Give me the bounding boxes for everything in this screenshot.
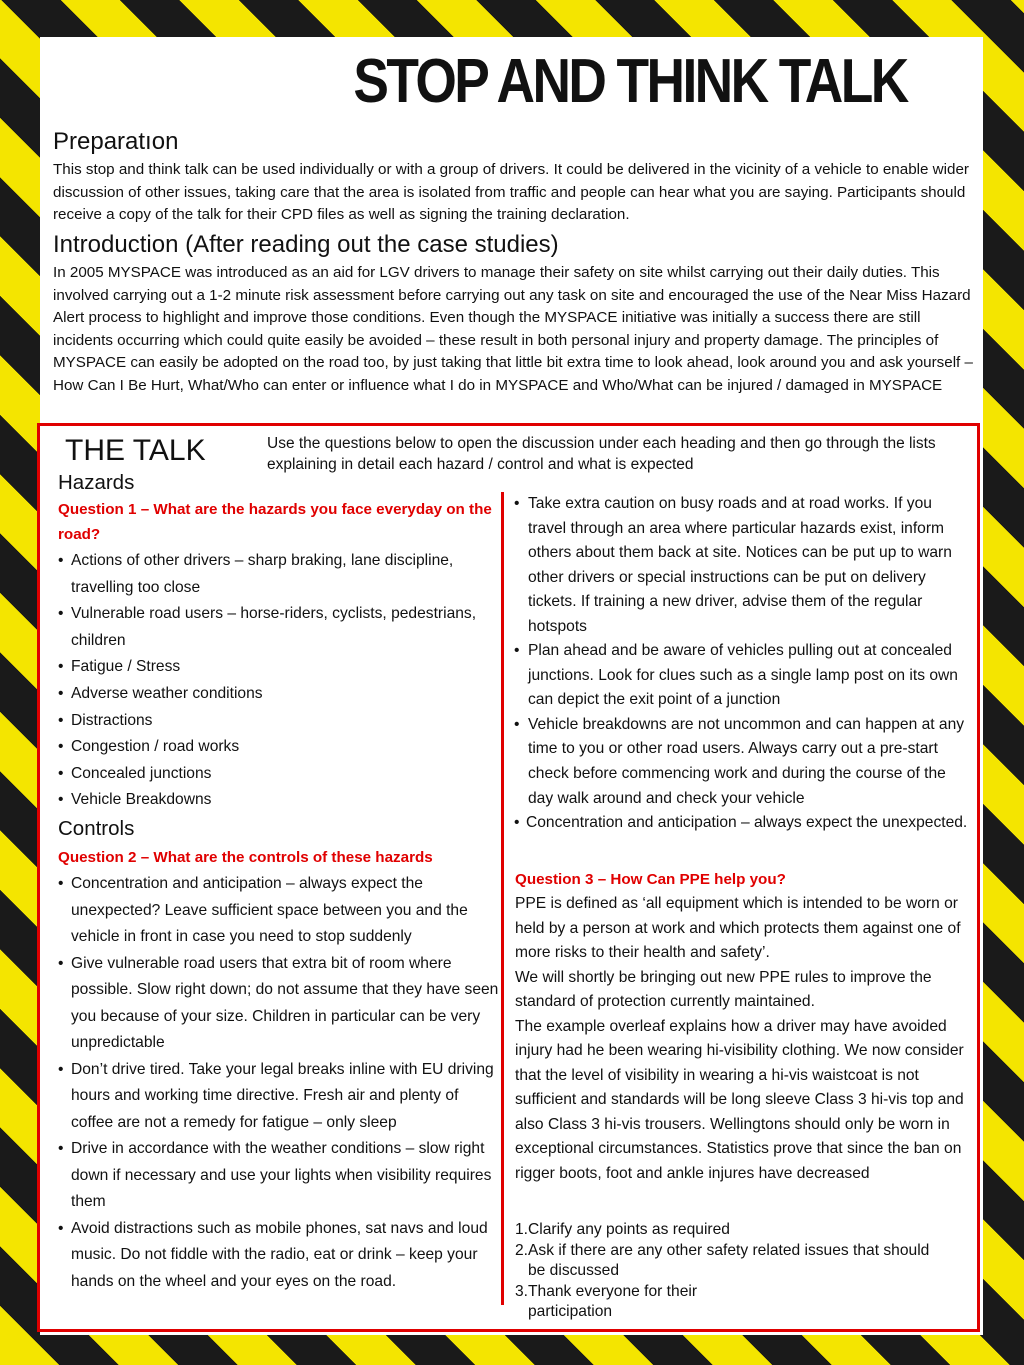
list-item: 3. Thank everyone for their participation: [515, 1282, 698, 1320]
controls-continued-list: [514, 492, 968, 836]
ppe-question: Question 3 – How Can PPE help you?: [515, 871, 786, 888]
hazards-question: Question 1 – What are the hazards you face everyday on the road?: [58, 501, 492, 543]
preparation-text: This stop and think talk can be used individually or with a group of drivers. It could be delivered in the vicinity of a vehicle to enable wider discussion of other issues, taking care that the area is isolated from traffic and people can hear what you are saying. Participants should receive a copy of the talk for their CPD files as well as signing the training declaration.: [53, 161, 969, 223]
list-item: • Vulnerable road users – horse-riders, cyclists, pedestrians, children: [58, 605, 477, 649]
introduction-heading: Introduction (After reading out the case studies): [53, 231, 559, 258]
list-item: • Plan ahead and be aware of vehicles pulling out at concealed junctions. Look for clues such as a single lamp post on its own can depict the exit point of a junction: [514, 639, 968, 713]
page-title: STOP AND THINK TALK: [353, 47, 907, 116]
list-item: • Fatigue / Stress: [58, 658, 181, 676]
column-divider: [501, 492, 504, 1305]
list-item: • Avoid distractions such as mobile phones, sat navs and loud music. Do not fiddle with the radio, eat or drink – keep your hands on the wheel and your eyes on the road.: [58, 1216, 502, 1296]
list-item: • Drive in accordance with the weather conditions – slow right down if necessary and use your lights when visibility requires them: [58, 1136, 502, 1216]
ppe-text: [515, 892, 975, 1187]
list-item: • Concentration and anticipation – always expect the unexpected? Leave sufficient space between you and the vehicle in front in case you need to stop suddenly: [58, 871, 502, 951]
list-item: • Concealed junctions: [58, 764, 212, 782]
talk-heading: THE TALK: [65, 434, 206, 467]
list-item: 1. Clarify any points as required: [515, 1221, 730, 1238]
preparation-heading: Preparatıon: [53, 128, 179, 155]
hazards-list: [58, 548, 498, 814]
list-item: • Concentration and anticipation – always expect the unexpected.: [514, 811, 968, 836]
the-talk-section: [37, 423, 980, 1332]
closing-steps: [515, 1220, 935, 1323]
ppe-paragraph: The example overleaf explains how a driver may have avoided injury had he been wearing hi-visibility clothing. We now consider that the level of visibility in wearing a hi-vis waistcoat is not sufficient and standards will be long sleeve Class 3 hi-vis top and also Class 3 hi-vis trousers. Wellingtons should only be worn in exceptional circumstances. Statistics prove that since the ban on rigger boots, foot and ankle injures have decreased: [515, 1017, 964, 1183]
controls-question: Question 2 – What are the controls of these hazards: [58, 849, 433, 866]
list-item: 2. Ask if there are any other safety related issues that should be discussed: [515, 1241, 930, 1279]
controls-heading: Controls: [58, 817, 135, 840]
list-item: • Give vulnerable road users that extra bit of room where possible. Slow right down; do not assume that they have seen you because of your size. Children in particular can be very unpredictable: [58, 951, 502, 1057]
list-item: • Adverse weather conditions: [58, 684, 263, 702]
ppe-paragraph: We will shortly be bringing out new PPE rules to improve the standard of protection currently maintained.: [515, 968, 932, 1011]
list-item: • Distractions: [58, 711, 153, 729]
introduction-text: In 2005 MYSPACE was introduced as an aid for LGV drivers to manage their safety on site whilst carrying out their daily duties. This involved carrying out a 1-2 minute risk assessment before carrying out any task on site and encouraged the use of the Near Miss Hazard Alert process to highlight and improve those conditions. Even though the MYSPACE initiative was initially a success there are still incidents occurring which could quite easily be avoided – these result in both personal injury and property damage. The principles of MYSPACE can easily be adopted on the road too, by just taking that little bit extra time to look ahead, look around you and ask yourself – How Can I Be Hurt, What/Who can enter or influence what I do in MYSPACE and Who/What can be injured / damaged in MYSPACE: [53, 264, 973, 394]
list-item: • Vehicle Breakdowns: [58, 791, 212, 809]
ppe-paragraph: PPE is defined as ‘all equipment which is intended to be worn or held by a person at work and which protects them against one of more risks to their health and safety’.: [515, 895, 961, 962]
list-item: • Vehicle breakdowns are not uncommon and can happen at any time to you or other road users. Always carry out a pre-start check before commencing work and during the course of the day walk around and check your vehicle: [514, 713, 968, 811]
controls-list: [58, 871, 502, 1295]
list-item: • Congestion / road works: [58, 738, 240, 756]
list-item: • Don’t drive tired. Take your legal breaks inline with EU driving hours and working time directive. Fresh air and plenty of coffee are not a remedy for fatigue – only sleep: [58, 1057, 502, 1137]
list-item: • Actions of other drivers – sharp braking, lane discipline, travelling too close: [58, 552, 454, 596]
talk-intro: Use the questions below to open the discussion under each heading and then go through the lists explaining in detail each hazard / control and what is expected: [267, 435, 936, 473]
list-item: • Take extra caution on busy roads and at road works. If you travel through an area where particular hazards exist, inform others about them back at site. Notices can be put up to warn other drivers or special instructions can be put on delivery tickets. If training a new driver, advise them of the regular hotspots: [514, 492, 968, 639]
hazards-heading: Hazards: [58, 471, 135, 494]
